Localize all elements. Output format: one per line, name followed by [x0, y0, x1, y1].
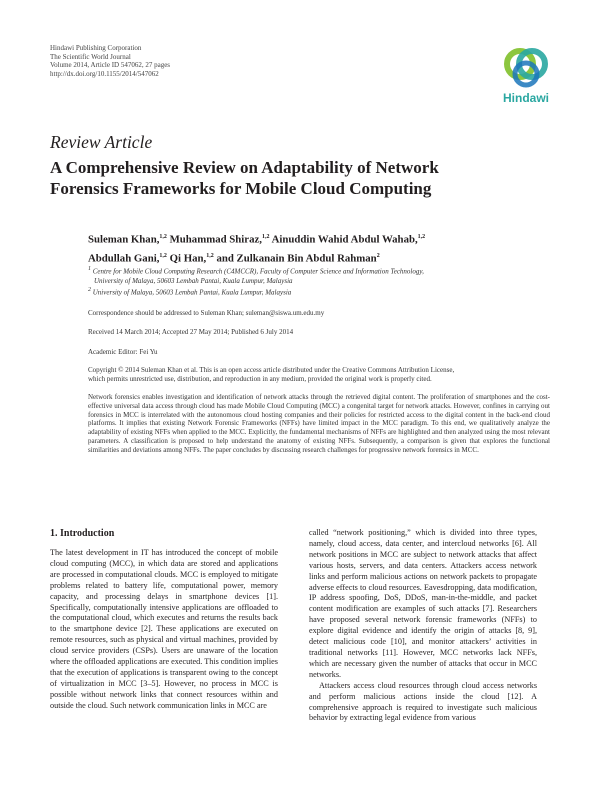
- paragraph: The latest development in IT has introduced the concept of mobile cloud computing (MCC), in which data are stored and applications are processed in computational clouds. MCC is employed to mitigate problems related to battery life, computational power, memory capacity, and processing delays in smartphone devices [1]. Specifically, computationally intensive applications are offloaded to the computational cloud, which executes and returns the results back to the smartphone device [2]. These applications are executed on remote resources, such as physical and virtual machines, provided by cloud service providers (CSPs). Users are unaware of the location where the offloaded applications are executed. This condition implies that the execution of applications is transparent owing to the concept of virtualization in MCC [3–5]. However, no process in MCC is possible without network links that connect resources within and outside the cloud. Such network communication links in MCC are: [50, 548, 278, 710]
- journal-name: The Scientific World Journal: [50, 52, 131, 61]
- section-heading: 1. Introduction: [50, 528, 115, 539]
- author-affil-sup: 1,2: [159, 234, 167, 240]
- author-name: Qi Han,: [169, 252, 207, 265]
- affiliations: [88, 265, 558, 298]
- copyright-notice: [88, 366, 558, 385]
- affiliation-1: Centre for Mobile Cloud Computing Research (C4MCCR), Faculty of Computer Science and Information Technology,: [92, 267, 424, 276]
- hindawi-logo: [497, 46, 555, 108]
- title-line-1: A Comprehensive Review on Adaptability of Network: [50, 158, 439, 177]
- abstract: Network forensics enables investigation and identification of network attacks through the retrieved digital content. The proliferation of smartphones and the cost-effective universal data access through cloud has made Mobile Cloud Computing (MCC) a congenital target for network attacks. However, confines in carrying out forensics in MCC is interrelated with the autonomous cloud hosting companies and their policies for restricted access to the digital content in the back-end cloud platforms. It implies that existing Network Forensic Frameworks (NFFs) have limited impact in the MCC paradigm. To this end, we qualitatively analyze the adaptability of existing NFFs when applied to the MCC. Explicitly, the fundamental mechanisms of NFFs are highlighted and then analyzed using the most relevant parameters. A classification is proposed to help understand the anatomy of existing NFFs. Subsequently, a comparison is given that explores the functional similarities and deviations among NFFs. The paper concludes by discussing research challenges for progressive network forensics in MCC.: [88, 393, 550, 454]
- author-name: Suleman Khan,: [88, 233, 160, 246]
- author-affil-sup: 1,2: [417, 234, 426, 240]
- correspondence: Correspondence should be addressed to Suleman Khan; suleman@siswa.um.edu.my: [88, 309, 325, 317]
- title-line-2: Forensics Frameworks for Mobile Cloud Computing: [50, 179, 432, 198]
- author-list: [88, 229, 558, 266]
- affiliation-2: University of Malaya, 50603 Lembah Pantai, Kuala Lumpur, Malaysia: [92, 288, 292, 297]
- affil-number: 1: [88, 266, 91, 272]
- header-meta: [50, 44, 170, 78]
- author-affil-sup: 1,2: [262, 234, 270, 240]
- author-name: and Zulkanain Bin Abdul Rahman: [216, 252, 377, 265]
- author-name: Abdullah Gani,: [88, 252, 160, 265]
- author-affil-sup: 1,2: [206, 252, 214, 259]
- copyright-line-1: Copyright © 2014 Suleman Khan et al. This is an open access article distributed under the Creative Commons Attribution License,: [88, 366, 455, 374]
- body-column-left: [50, 548, 278, 712]
- publisher-name: Hindawi Publishing Corporation: [50, 44, 142, 52]
- article-type: Review Article: [50, 132, 153, 152]
- paragraph: called “network positioning,” which is divided into three types, namely, cloud access, data center, and intercloud networks [6]. All network positions in MCC are subject to network attacks that affect various hosts, servers, and data centers. Attackers access network links and perform malicious actions on network packets to propagate adverse effects to cloud resources. Eavesdropping, data modification, IP address spoofing, DoS, DDoS, man-in-the-middle, and packet content modification are examples of such attacks [7]. Researchers have proposed several network forensic frameworks (NFFs) to explore digital evidence and identify the origin of attacks [8, 9], detect malicious code [10], and monitor attackers’ activities in traditional networks [11]. However, MCC networks lack NFFs, which are necessary given the number of attacks that occur in MCC networks.: [309, 528, 537, 679]
- author-affil-sup: 2: [376, 252, 380, 259]
- affiliation-1-cont: University of Malaya, 50603 Lembah Pantai, Kuala Lumpur, Malaysia: [94, 276, 293, 285]
- logo-wordmark: Hindawi: [502, 91, 549, 105]
- paper-title: [50, 157, 570, 199]
- affil-number: 2: [88, 286, 91, 293]
- author-name: Muhammad Shiraz,: [169, 233, 262, 246]
- academic-editor: Academic Editor: Fei Yu: [88, 348, 158, 356]
- author-name: Ainuddin Wahid Abdul Wahab,: [271, 233, 418, 246]
- doi-link[interactable]: http://dx.doi.org/10.1155/2014/547062: [50, 69, 159, 78]
- body-column-right: [309, 528, 537, 724]
- hindawi-logo-icon: [497, 46, 555, 92]
- paragraph: Attackers access cloud resources through cloud access networks and perform malicious actions inside the cloud [12]. A comprehensive approach is required to investigate such malicious behavior by extracting legal evidence from various: [309, 680, 537, 723]
- copyright-line-2: which permits unrestricted use, distribution, and reproduction in any medium, provided the original work is properly cited.: [88, 375, 432, 384]
- author-affil-sup: 1,2: [159, 252, 167, 259]
- volume-info: Volume 2014, Article ID 547062, 27 pages: [50, 61, 171, 70]
- article-dates: Received 14 March 2014; Accepted 27 May 2014; Published 6 July 2014: [88, 328, 294, 336]
